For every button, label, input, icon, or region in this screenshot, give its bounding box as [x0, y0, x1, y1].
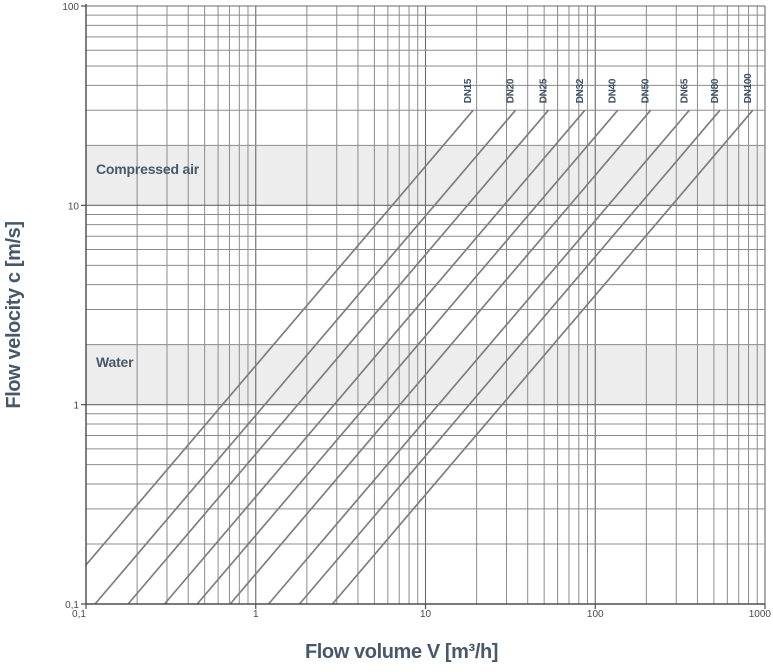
- y-tick-label: 10: [67, 201, 79, 213]
- band-label-water: Water: [96, 354, 134, 370]
- y-axis-title: Flow velocity c [m/s]: [3, 221, 25, 409]
- series-label-dn20: DN20: [505, 78, 517, 104]
- x-tick-label: 100: [586, 609, 604, 620]
- x-tick-label: 10: [419, 609, 432, 620]
- series-label-dn15: DN15: [463, 78, 475, 104]
- series-label-dn80: DN80: [709, 78, 721, 104]
- series-label-dn100: DN100: [742, 73, 754, 104]
- series-label-dn65: DN65: [679, 78, 691, 104]
- series-label-dn40: DN40: [607, 78, 619, 104]
- y-tick-label: 0,1: [65, 600, 79, 611]
- series-label-dn25: DN25: [538, 78, 550, 104]
- x-tick-label: 1000: [748, 609, 771, 620]
- band-label-compressed-air: Compressed air: [96, 161, 200, 177]
- y-tick-label: 1: [73, 400, 79, 412]
- x-tick-label: 1: [252, 609, 259, 620]
- series-label-dn50: DN50: [640, 78, 652, 104]
- x-axis-title: Flow volume V [m³/h]: [304, 641, 499, 663]
- x-tick-label: 0,1: [72, 609, 86, 620]
- y-tick-label: 100: [62, 2, 79, 13]
- series-label-dn32: DN32: [574, 78, 586, 104]
